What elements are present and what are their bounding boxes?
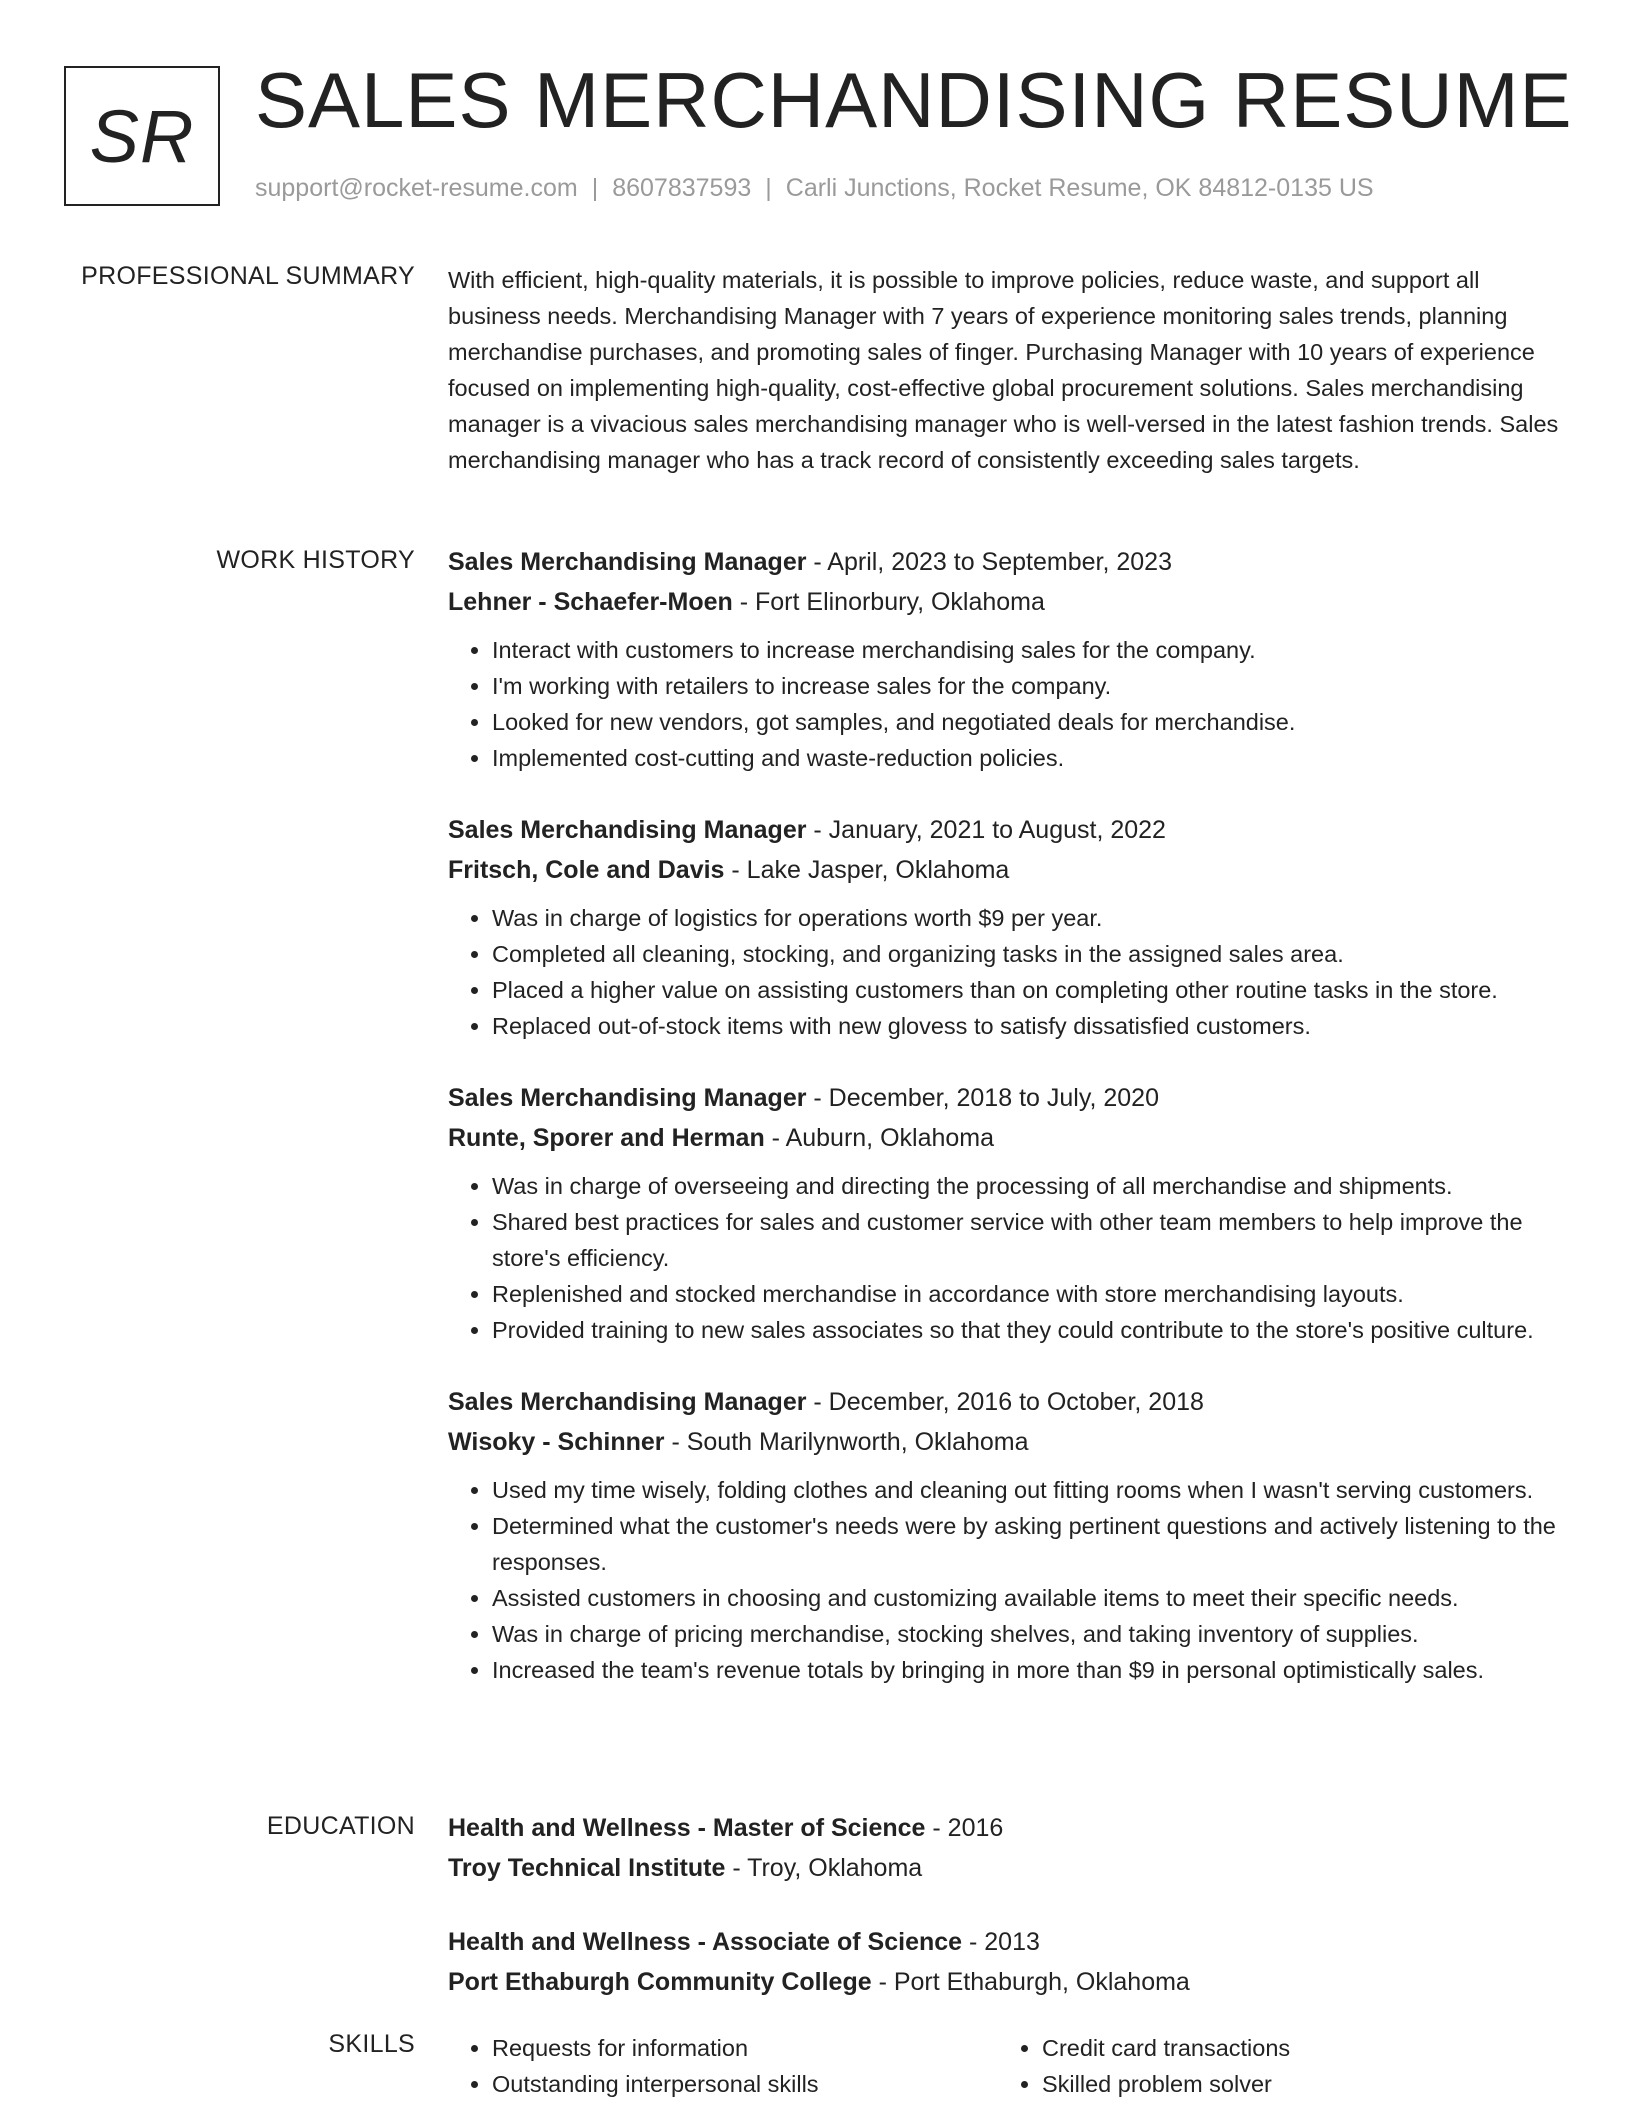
job-dates: - April, 2023 to September, 2023 (806, 548, 1172, 576)
section-label: PROFESSIONAL SUMMARY (81, 262, 415, 290)
job-entry (448, 1382, 1570, 1688)
job-bullets (448, 1472, 1570, 1688)
email: support@rocket-resume.com (255, 174, 578, 202)
job-dates: - December, 2018 to July, 2020 (806, 1084, 1159, 1112)
bullet-item: • Completed all cleaning, stocking, and organizing tasks in the assigned sales area. (492, 936, 1570, 972)
job-bullets (448, 1168, 1570, 1348)
section-label: EDUCATION (266, 1812, 415, 1840)
school-line (448, 1962, 1570, 2002)
job-company-line (448, 582, 1570, 622)
initials-monogram: SR (64, 66, 220, 206)
bullet-item: • Provided training to new sales associates so that they could contribute to the store's positive culture. (492, 1312, 1570, 1348)
company-name: Wisoky - Schinner (448, 1428, 665, 1456)
separator: | (591, 174, 599, 202)
contact-line (255, 174, 1374, 203)
separator: | (765, 174, 772, 202)
school-line (448, 1848, 1570, 1888)
bullet-item: • Looked for new vendors, got samples, and negotiated deals for merchandise. (492, 704, 1570, 740)
job-entry (448, 542, 1570, 776)
degree-line (448, 1922, 1570, 1962)
company-name: Runte, Sporer and Herman (448, 1124, 765, 1152)
job-title-line (448, 542, 1570, 582)
bullet-item: • Was in charge of overseeing and directing the processing of all merchandise and shipments. (492, 1168, 1570, 1204)
company-name: Lehner - Schaefer-Moen (448, 588, 733, 616)
school-location: - Troy, Oklahoma (725, 1854, 923, 1882)
bullet-item: • Assisted customers in choosing and customizing available items to meet their specific needs. (492, 1580, 1570, 1616)
company-location: - Lake Jasper, Oklahoma (724, 856, 1010, 884)
bullet-item: • Was in charge of logistics for operations worth $9 per year. (492, 900, 1570, 936)
job-title-line (448, 1078, 1570, 1118)
degree: Health and Wellness - Associate of Science (448, 1928, 963, 1956)
skill-item: • Requests for information (492, 2030, 998, 2066)
phone: 8607837593 (612, 174, 752, 202)
school-name: Troy Technical Institute (448, 1854, 726, 1882)
company-location: - Fort Elinorbury, Oklahoma (732, 588, 1045, 616)
job-title-line (448, 810, 1570, 850)
degree-year: - 2016 (925, 1814, 1004, 1842)
skill-item: • Skilled problem solver (1042, 2066, 1548, 2102)
company-name: Fritsch, Cole and Davis (448, 856, 725, 884)
bullet-item: • Replenished and stocked merchandise in accordance with store merchandising layouts. (492, 1276, 1570, 1312)
education-entry (448, 1808, 1570, 1888)
bullet-item: • Shared best practices for sales and customer service with other team members to help improve the store's efficiency. (492, 1204, 1570, 1276)
bullet-item: • Interact with customers to increase merchandising sales for the company. (492, 632, 1570, 668)
skills-list-left (448, 2030, 998, 2102)
job-entry (448, 810, 1570, 1044)
skills-list-right (998, 2030, 1548, 2102)
job-company-line (448, 1422, 1570, 1462)
bullet-item: • Placed a higher value on assisting customers than on completing other routine tasks in the store. (492, 972, 1570, 1008)
resume-title: SALES MERCHANDISING RESUME (255, 56, 1573, 144)
bullet-item: • Increased the team's revenue totals by bringing in more than $9 in personal optimistically sales. (492, 1652, 1570, 1688)
job-title: Sales Merchandising Manager (448, 816, 807, 844)
job-title: Sales Merchandising Manager (448, 1084, 807, 1112)
job-title-line (448, 1382, 1570, 1422)
bullet-item: • Implemented cost-cutting and waste-reduction policies. (492, 740, 1570, 776)
bullet-item: • Replaced out-of-stock items with new glovess to satisfy dissatisfied customers. (492, 1008, 1570, 1044)
address: Carli Junctions, Rocket Resume, OK 84812-0135 US (785, 174, 1374, 202)
degree: Health and Wellness - Master of Science (448, 1814, 926, 1842)
summary-text: With efficient, high-quality materials, it is possible to improve policies, reduce waste, and support all business needs. Merchandising Manager with 7 years of experience monitoring sales trends, planning merchandise purchases, and promoting sales of finger. Purchasing Manager with 10 years of experience focused on implementing high-quality, cost-effective global procurement solutions. Sales merchandising manager is a vivacious sales merchandising manager who is well-versed in the latest fashion trends. Sales merchandising manager who has a track record of consistently exceeding sales targets. (448, 267, 1559, 473)
bullet-item: • I'm working with retailers to increase sales for the company. (492, 668, 1570, 704)
company-location: - Auburn, Oklahoma (764, 1124, 995, 1152)
job-company-line (448, 1118, 1570, 1158)
degree-line (448, 1808, 1570, 1848)
section-label: WORK HISTORY (216, 546, 415, 574)
job-bullets (448, 900, 1570, 1044)
job-dates: - December, 2016 to October, 2018 (806, 1388, 1204, 1416)
skill-item: • Credit card transactions (1042, 2030, 1548, 2066)
bullet-item: • Was in charge of pricing merchandise, stocking shelves, and taking inventory of supplies. (492, 1616, 1570, 1652)
job-dates: - January, 2021 to August, 2022 (806, 816, 1166, 844)
school-name: Port Ethaburgh Community College (448, 1968, 872, 1996)
job-company-line (448, 850, 1570, 890)
bullet-item: • Used my time wisely, folding clothes and cleaning out fitting rooms when I wasn't serving customers. (492, 1472, 1570, 1508)
job-title: Sales Merchandising Manager (448, 548, 807, 576)
section-label: SKILLS (328, 2030, 415, 2058)
job-title: Sales Merchandising Manager (448, 1388, 807, 1416)
school-location: - Port Ethaburgh, Oklahoma (871, 1968, 1190, 1996)
job-entry (448, 1078, 1570, 1348)
skill-item: • Outstanding interpersonal skills (492, 2066, 998, 2102)
education-entry (448, 1922, 1570, 2002)
degree-year: - 2013 (962, 1928, 1040, 1956)
job-bullets (448, 632, 1570, 776)
bullet-item: • Determined what the customer's needs were by asking pertinent questions and actively listening to the responses. (492, 1508, 1570, 1580)
company-location: - South Marilynworth, Oklahoma (664, 1428, 1029, 1456)
